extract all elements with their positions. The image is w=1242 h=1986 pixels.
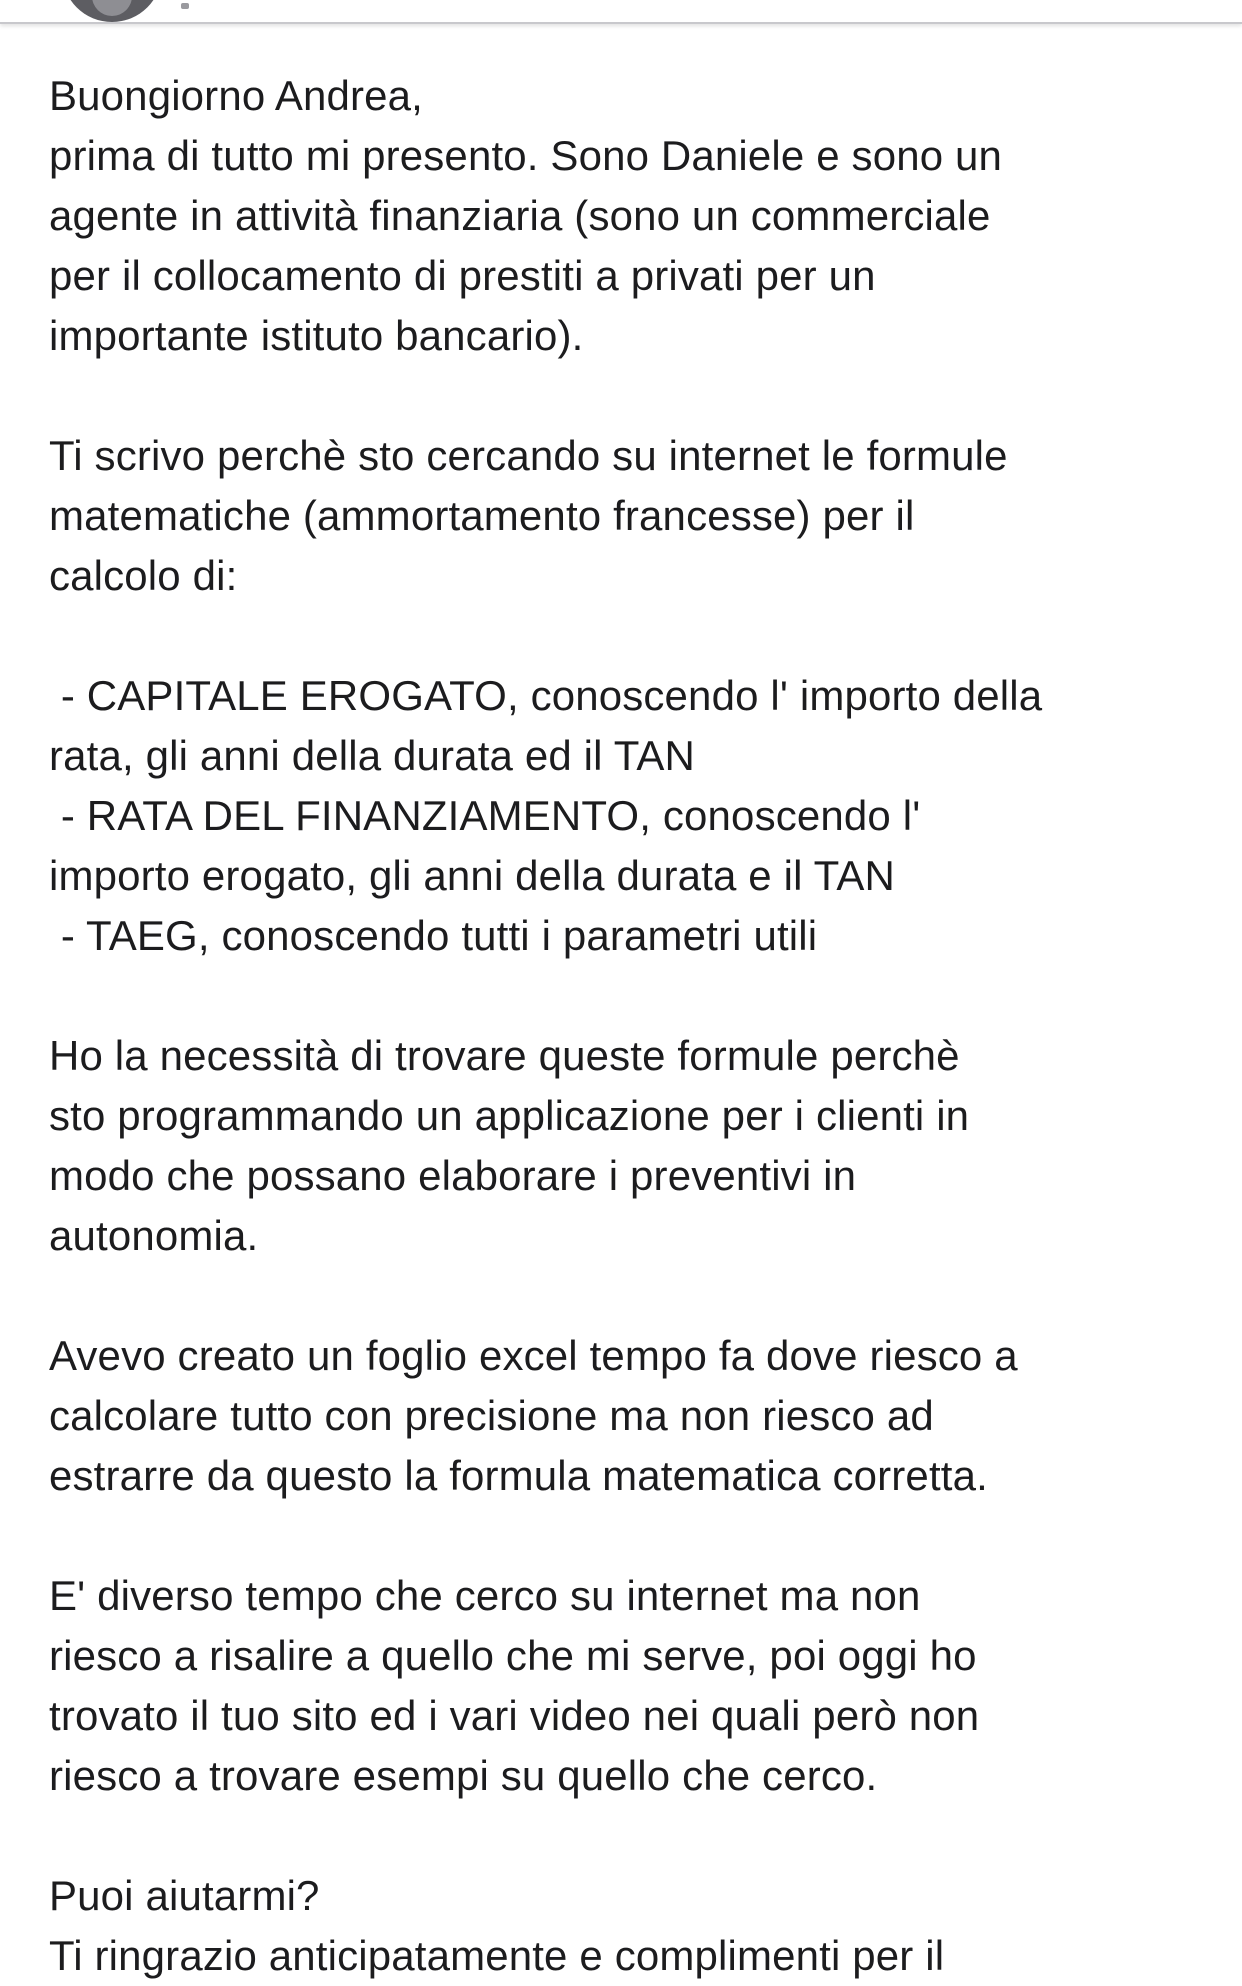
message-body bbox=[49, 66, 1199, 1986]
search-line: E' diverso tempo che cerco su internet ma non bbox=[49, 1572, 921, 1619]
intro-line: agente in attività finanziaria (sono un commerciale bbox=[49, 192, 991, 239]
excel-line: calcolare tutto con precisione ma non riesco ad bbox=[49, 1392, 934, 1439]
greeting-paragraph bbox=[49, 66, 1199, 366]
closing-line: Puoi aiutarmi? bbox=[49, 1872, 320, 1919]
purpose-line: calcolo di: bbox=[49, 552, 238, 599]
search-line: trovato il tuo sito ed i vari video nei quali però non bbox=[49, 1692, 980, 1739]
list-item: - TAEG, conoscendo tutti i parametri utili bbox=[49, 912, 818, 959]
purpose-line: Ti scrivo perchè sto cercando su internet le formule bbox=[49, 432, 1008, 479]
excel-line: estrarre da questo la formula matematica corretta. bbox=[49, 1452, 988, 1499]
closing-paragraph bbox=[49, 1866, 1199, 1986]
list-item: importo erogato, gli anni della durata e il TAN bbox=[49, 852, 895, 899]
search-paragraph bbox=[49, 1566, 1199, 1806]
need-paragraph bbox=[49, 1026, 1199, 1266]
intro-line: prima di tutto mi presento. Sono Daniele e sono un bbox=[49, 132, 1003, 179]
need-line: autonomia. bbox=[49, 1212, 259, 1259]
list-item: - CAPITALE EROGATO, conoscendo l' importo della bbox=[49, 672, 1043, 719]
search-line: riesco a trovare esempi su quello che cerco. bbox=[49, 1752, 878, 1799]
need-line: sto programmando un applicazione per i clienti in bbox=[49, 1092, 970, 1139]
message-header bbox=[0, 0, 1242, 24]
formula-list bbox=[49, 666, 1199, 966]
need-line: modo che possano elaborare i preventivi in bbox=[49, 1152, 857, 1199]
intro-line: importante istituto bancario). bbox=[49, 312, 584, 359]
purpose-line: matematiche (ammortamento francesse) per il bbox=[49, 492, 915, 539]
list-item: rata, gli anni della durata ed il TAN bbox=[49, 732, 696, 779]
excel-paragraph bbox=[49, 1326, 1199, 1506]
closing-line: Ti ringrazio anticipatamente e complimenti per il bbox=[49, 1932, 945, 1979]
header-text-fragment bbox=[181, 3, 189, 9]
search-line: riesco a risalire a quello che mi serve, poi oggi ho bbox=[49, 1632, 977, 1679]
excel-line: Avevo creato un foglio excel tempo fa dove riesco a bbox=[49, 1332, 1018, 1379]
greeting-line: Buongiorno Andrea, bbox=[49, 72, 423, 119]
intro-line: per il collocamento di prestiti a privati per un bbox=[49, 252, 876, 299]
need-line: Ho la necessità di trovare queste formule perchè bbox=[49, 1032, 960, 1079]
purpose-paragraph bbox=[49, 426, 1199, 606]
list-item: - RATA DEL FINANZIAMENTO, conoscendo l' bbox=[49, 792, 921, 839]
